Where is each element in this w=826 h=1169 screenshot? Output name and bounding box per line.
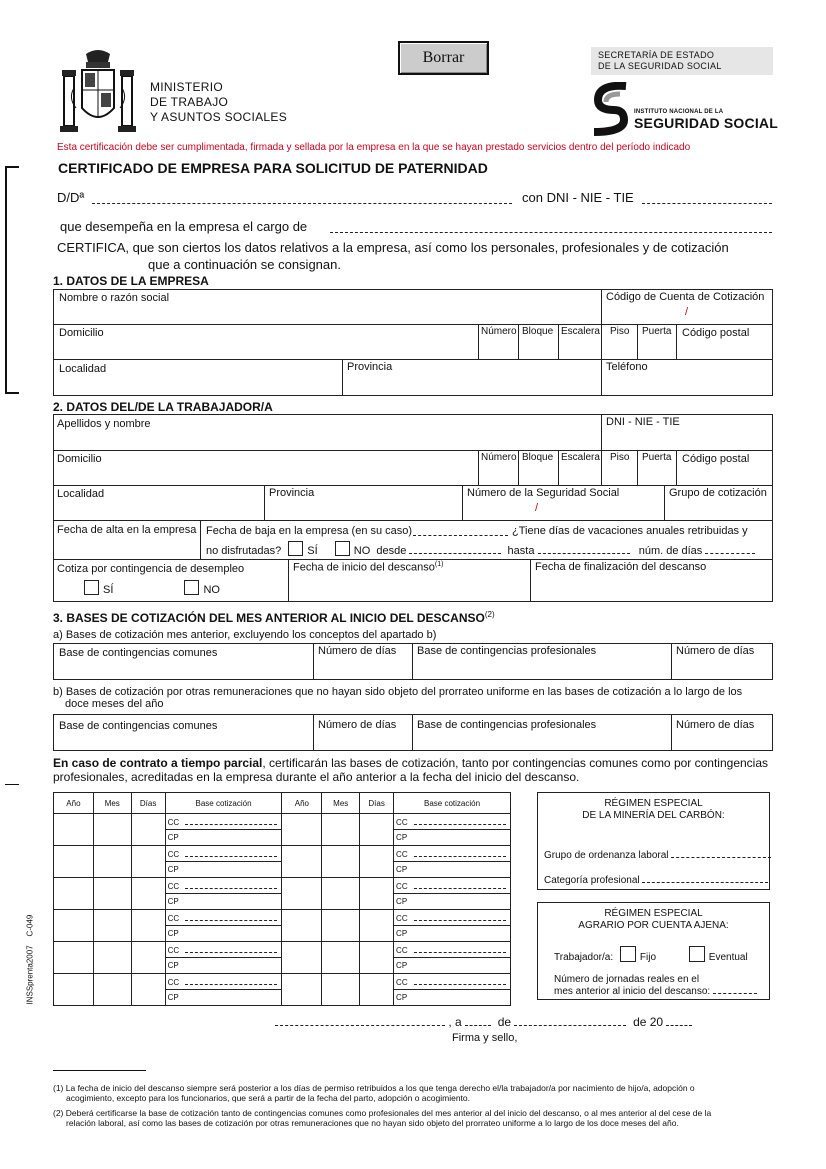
dd-label: D/Dª: [57, 190, 85, 205]
nss-field[interactable]: Número de la Seguridad Social: [462, 485, 664, 520]
certifica-text: CERTIFICA, que son ciertos los datos relativos a la empresa, así como los personales, profesionales y de cotización que a continuación se consignan.: [57, 240, 729, 272]
fecha-inicio-field[interactable]: Fecha de inicio del descanso$^{(1)}$: [288, 559, 530, 602]
localidad-trab-label: Localidad: [57, 488, 105, 500]
jornadas-field[interactable]: [713, 985, 757, 994]
cc-base-cell[interactable]: [165, 878, 282, 894]
grupo-cotizacion-field[interactable]: Grupo de cotización: [664, 485, 773, 520]
section3-a-text: a) Bases de cotización mes anterior, excluyendo los conceptos del apartado b): [53, 629, 437, 641]
cc-label: CC: [396, 945, 408, 955]
dias-cell[interactable]: [131, 878, 165, 910]
codigo-cuenta-field[interactable]: Código de Cuenta de Cotización: [601, 289, 773, 324]
cp-label: CP: [167, 929, 179, 938]
cc-label: CC: [167, 977, 180, 987]
cotiza-si-checkbox[interactable]: [84, 580, 99, 595]
cp-label: CP: [396, 929, 408, 938]
mes-cell[interactable]: [322, 974, 360, 1006]
cp-label: CP: [167, 833, 179, 842]
cc-label: CC: [396, 913, 408, 923]
cargo-field[interactable]: [330, 219, 772, 233]
eventual-checkbox[interactable]: [689, 946, 705, 962]
table-row: [54, 910, 511, 926]
ministry-name: MINISTERIO DE TRABAJO Y ASUNTOS SOCIALES: [150, 80, 288, 124]
anio-cell[interactable]: [54, 910, 94, 942]
numero-trab-field[interactable]: Número: [478, 450, 518, 485]
footnote-rule: [53, 1070, 146, 1071]
section3-title: 3. BASES DE COTIZACIÓN DEL MES ANTERIOR AL INICIO DEL DESCANSO$^{(2)}$: [53, 610, 495, 625]
cc-label: CC: [167, 913, 180, 923]
cp-label: CP: [167, 961, 179, 970]
section3-b-text: b) Bases de cotización por otras remuneraciones que no hayan sido objeto del prorrateo uniforme en las bases de cotización a lo largo de los doce meses del año: [53, 686, 743, 710]
lugar-field[interactable]: [275, 1015, 445, 1026]
puerta-field[interactable]: Puerta: [637, 324, 676, 359]
cc-base-cell[interactable]: [165, 910, 282, 926]
fecha-baja-field[interactable]: [413, 525, 508, 536]
table-row: [54, 814, 511, 830]
bases-b-profesionales-field[interactable]: Base de contingencias profesionales: [412, 714, 671, 751]
cp-base-cell[interactable]: [165, 958, 282, 974]
domicilio-label: Domicilio: [59, 327, 104, 339]
page-title: CERTIFICADO DE EMPRESA PARA SOLICITUD DE PATERNIDAD: [58, 160, 488, 176]
cotiza-label: Cotiza por contingencia de desempleo: [57, 563, 245, 575]
cp-base-cell[interactable]: [165, 862, 282, 878]
bases-a-comunes-label: Base de contingencias comunes: [59, 647, 218, 659]
cc-label: CC: [167, 849, 180, 859]
mes-cell[interactable]: [93, 942, 131, 974]
provincia-trab-field[interactable]: Provincia: [264, 485, 462, 520]
bloque-field[interactable]: Bloque: [518, 324, 558, 359]
borrar-button[interactable]: Borrar: [398, 41, 489, 75]
cc-base-cell[interactable]: [394, 814, 511, 830]
anio-cell[interactable]: [282, 974, 322, 1006]
cc-base-cell[interactable]: [165, 942, 282, 958]
anio-cell[interactable]: [54, 814, 94, 846]
col-header: Mes: [322, 793, 360, 814]
cp-label: CP: [167, 865, 179, 874]
fold-mark: [5, 784, 19, 785]
anio-cell[interactable]: [54, 974, 94, 1006]
cc-label: CC: [396, 881, 408, 891]
section2-title: 2. DATOS DEL/DE LA TRABAJADOR/A: [53, 400, 273, 414]
codigo-postal-trab-field[interactable]: Código postal: [676, 450, 773, 485]
secretaria-box: SECRETARÍA DE ESTADO DE LA SEGURIDAD SOCIAL: [591, 47, 773, 75]
cc-label: CC: [396, 817, 408, 827]
anio-cell[interactable]: [282, 910, 322, 942]
anio-cell[interactable]: [54, 878, 94, 910]
escalera-field[interactable]: Escalera: [558, 324, 601, 359]
cc-base-cell[interactable]: [394, 942, 511, 958]
dias-cell[interactable]: [360, 942, 394, 974]
anio-cell[interactable]: [282, 878, 322, 910]
dd-name-field[interactable]: [92, 190, 512, 204]
fecha-alta-label: Fecha de alta en la empresa: [57, 524, 197, 536]
vacaciones-si-checkbox[interactable]: [288, 541, 303, 556]
cp-base-cell[interactable]: [165, 830, 282, 846]
side-code: INSSprenta2007 C-049: [25, 914, 35, 1005]
cp-base-cell[interactable]: [394, 990, 511, 1006]
nss-slash: /: [535, 502, 539, 514]
dias-cell[interactable]: [360, 974, 394, 1006]
col-header: Base cotización: [394, 793, 511, 814]
mes-cell[interactable]: [322, 910, 360, 942]
anio-cell[interactable]: [282, 814, 322, 846]
bases-b-dias1-field[interactable]: Número de días: [313, 714, 412, 751]
fecha-fin-field[interactable]: Fecha de finalización del descanso: [530, 559, 773, 602]
dni-field[interactable]: [642, 190, 772, 204]
desde-field[interactable]: [409, 544, 501, 554]
provincia-field[interactable]: Provincia: [342, 359, 601, 396]
bases-b-comunes-label: Base de contingencias comunes: [59, 720, 218, 732]
cp-label: CP: [167, 993, 179, 1002]
dias-cell[interactable]: [360, 910, 394, 942]
cp-base-cell[interactable]: [394, 958, 511, 974]
cargo-label: que desempeña en la empresa el cargo de: [60, 219, 308, 234]
col-header: Año: [54, 793, 94, 814]
cc-label: CC: [167, 945, 180, 955]
dias-cell[interactable]: [360, 878, 394, 910]
cp-base-cell[interactable]: [394, 862, 511, 878]
anio-cell[interactable]: [54, 942, 94, 974]
dias-cell[interactable]: [131, 910, 165, 942]
vacaciones-row: no disfrutadas? SÍ NO desde hasta núm. de días: [206, 541, 755, 557]
fecha-baja-label: Fecha de baja en la empresa (en su caso): [206, 525, 413, 537]
red-notice: Esta certificación debe ser cumplimentada, firmada y sellada por la empresa en la que se hayan prestado servicios dentro del período indicado: [57, 142, 691, 153]
cc-base-cell[interactable]: [165, 814, 282, 830]
cp-base-cell[interactable]: [165, 926, 282, 942]
cp-label: CP: [396, 897, 408, 906]
cp-label: CP: [396, 833, 408, 842]
mes-cell[interactable]: [93, 846, 131, 878]
footnotes: (1) La fecha de inicio del descanso siempre será posterior a los días de permiso retribuidos a los que tenga derecho el/la trabajador/a por nacimiento de hijo/a, adopción o acogimiento, excepto para los funcionarios, que será a partir de la fecha del parto, adopción o acogimiento. (2) Deberá certificarse la base de cotización tanto de contingencias comunes como profesionales del mes anterior al del inicio del descanso, o al mes anterior al del cese de la relación laboral, así como las bases de cotización por otras remuneraciones que no hayan sido objeto del prorrateo uniforme a lo largo de los doce meses del año.: [53, 1083, 712, 1128]
cp-label: CP: [396, 865, 408, 874]
signature-line: , a de de 20: [275, 1015, 692, 1029]
dias-cell[interactable]: [360, 814, 394, 846]
numero-field[interactable]: Número: [478, 324, 518, 359]
table-row: [54, 974, 511, 990]
cp-base-cell[interactable]: [165, 894, 282, 910]
dias-cell[interactable]: [131, 974, 165, 1006]
telefono-field[interactable]: Teléfono: [601, 359, 773, 396]
section1-title: 1. DATOS DE LA EMPRESA: [53, 274, 209, 288]
coat-of-arms-icon: [58, 48, 138, 138]
mineria-box: RÉGIMEN ESPECIAL DE LA MINERÍA DEL CARBÓN: Grupo de ordenanza laboral Categoría profesional: [537, 792, 770, 890]
mes-cell[interactable]: [93, 910, 131, 942]
parcial-text: En caso de contrato a tiempo parcial, certificarán las bases de cotización, tanto por contingencias comunes como por contingencias profesionales, acreditadas en la empresa durante el año anterior a la fecha del inicio del descanso.: [53, 756, 769, 784]
hasta-field[interactable]: [538, 544, 630, 554]
col-header: Mes: [93, 793, 131, 814]
grupo-ordenanza-field[interactable]: [671, 849, 771, 858]
anio-cell[interactable]: [282, 846, 322, 878]
cotiza-no-checkbox[interactable]: [184, 580, 199, 595]
col-header: Días: [131, 793, 165, 814]
cc-base-cell[interactable]: [394, 974, 511, 990]
num-dias-field[interactable]: [705, 544, 755, 554]
apellidos-label: Apellidos y nombre: [57, 418, 151, 430]
bloque-trab-field[interactable]: Bloque: [518, 450, 558, 485]
anio-cell[interactable]: [54, 846, 94, 878]
dias-cell[interactable]: [131, 814, 165, 846]
vacaciones-question: ¿Tiene días de vacaciones anuales retribuidas y: [512, 525, 748, 537]
cp-base-cell[interactable]: [394, 894, 511, 910]
mes-cell[interactable]: [322, 846, 360, 878]
cp-base-cell[interactable]: [394, 830, 511, 846]
fijo-checkbox[interactable]: [620, 946, 636, 962]
vacaciones-no-checkbox[interactable]: [335, 541, 350, 556]
cc-label: CC: [167, 817, 180, 827]
dni-trabajador-field[interactable]: DNI - NIE - TIE: [601, 414, 773, 450]
piso-trab-field[interactable]: Piso: [601, 450, 637, 485]
anio-cell[interactable]: [282, 942, 322, 974]
dni-label: con DNI - NIE - TIE: [522, 190, 634, 205]
mes-cell[interactable]: [322, 814, 360, 846]
mes-field[interactable]: [514, 1015, 626, 1026]
cc-label: CC: [396, 977, 408, 987]
anio-field[interactable]: [666, 1015, 692, 1026]
seguridad-social-small: INSTITUTO NACIONAL DE LA: [634, 109, 724, 115]
col-header: Días: [360, 793, 394, 814]
piso-field[interactable]: Piso: [601, 324, 637, 359]
localidad-label: Localidad: [59, 363, 107, 375]
categoria-profesional-field[interactable]: [642, 874, 768, 883]
cp-label: CP: [396, 993, 408, 1002]
bases-a-dias2-field[interactable]: Número de días: [671, 643, 773, 680]
dias-cell[interactable]: [360, 846, 394, 878]
cp-label: CP: [167, 897, 179, 906]
cc-label: CC: [396, 849, 408, 859]
col-header: Año: [282, 793, 322, 814]
bases-b-dias2-field[interactable]: Número de días: [671, 714, 773, 751]
cc-base-cell[interactable]: [165, 974, 282, 990]
puerta-trab-field[interactable]: Puerta: [637, 450, 676, 485]
seguridad-social-logo-icon: [590, 82, 630, 137]
cc-base-cell[interactable]: [394, 910, 511, 926]
cc-label: CC: [167, 881, 180, 891]
table-row: [54, 846, 511, 862]
table-row: [54, 942, 511, 958]
cc-base-cell[interactable]: [394, 846, 511, 862]
codigo-cuenta-slash: /: [685, 306, 689, 318]
col-header: Base cotización: [165, 793, 282, 814]
cp-base-cell[interactable]: [394, 926, 511, 942]
agrario-box: RÉGIMEN ESPECIAL AGRARIO POR CUENTA AJENA: Trabajador/a: Fijo Eventual Número de jornadas reales en el mes anterior al inicio del descanso:: [537, 902, 770, 1000]
table-row: [54, 878, 511, 894]
dias-cell[interactable]: [131, 846, 165, 878]
nombre-label: Nombre o razón social: [59, 292, 170, 304]
dia-field[interactable]: [465, 1015, 491, 1026]
mes-cell[interactable]: [93, 878, 131, 910]
firma-label: Firma y sello,: [452, 1032, 518, 1044]
mes-cell[interactable]: [93, 974, 131, 1006]
cc-base-cell[interactable]: [394, 878, 511, 894]
mes-cell[interactable]: [322, 942, 360, 974]
escalera-trab-field[interactable]: Escalera: [558, 450, 601, 485]
domicilio-trab-label: Domicilio: [57, 453, 102, 465]
codigo-postal-field[interactable]: Código postal: [676, 324, 773, 359]
cc-base-cell[interactable]: [165, 846, 282, 862]
fold-bracket: [5, 166, 19, 394]
mes-cell[interactable]: [93, 814, 131, 846]
parcial-table: [53, 792, 511, 1006]
seguridad-social-title: SEGURIDAD SOCIAL: [634, 115, 778, 131]
dias-cell[interactable]: [131, 942, 165, 974]
cp-base-cell[interactable]: [165, 990, 282, 1006]
bases-a-dias1-field[interactable]: Número de días: [313, 643, 412, 680]
bases-a-profesionales-field[interactable]: Base de contingencias profesionales: [412, 643, 671, 680]
cp-label: CP: [396, 961, 408, 970]
cotiza-options: SÍ NO: [80, 580, 220, 596]
mes-cell[interactable]: [322, 878, 360, 910]
